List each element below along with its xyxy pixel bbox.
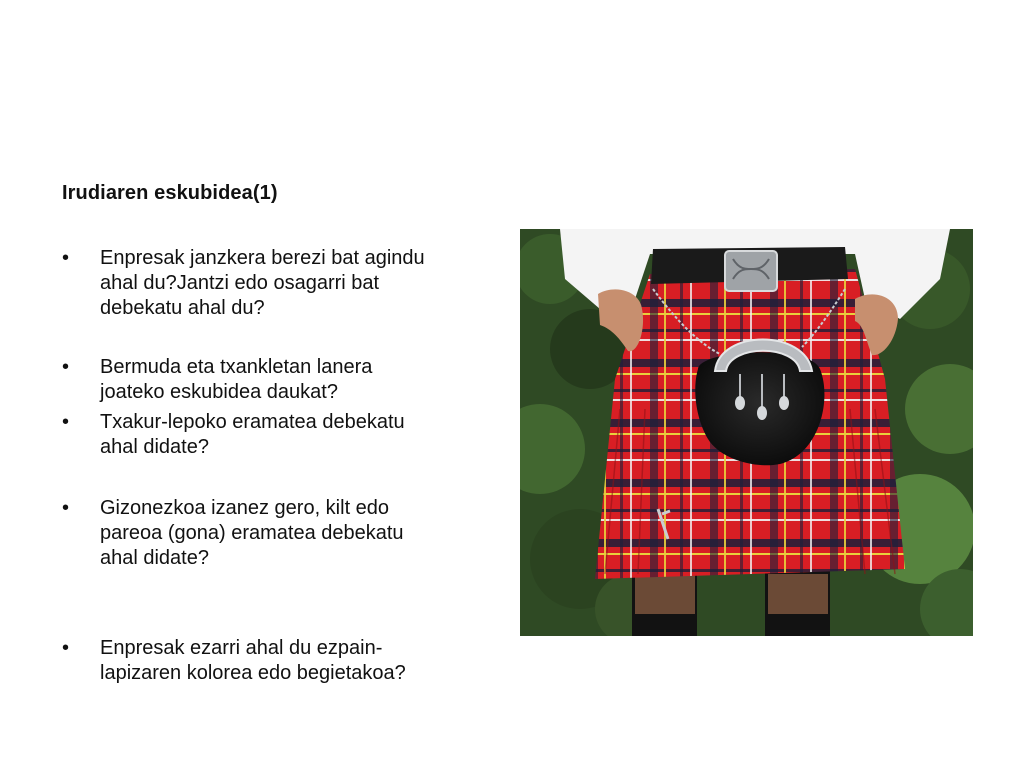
bullet-text: Enpresak janzkera berezi bat agindu ahal du?Jantzi edo osagarri bat debekatu ahal du? bbox=[100, 247, 425, 319]
bullet-text: Enpresak ezarri ahal du ezpain- lapizaren kolorea edo begietakoa? bbox=[100, 637, 406, 684]
belt-buckle bbox=[725, 251, 777, 291]
right-knee bbox=[768, 574, 828, 614]
slide-title: Irudiaren eskubidea(1) bbox=[62, 182, 278, 204]
bullet-text: Txakur-lepoko eramatea debekatu ahal didate? bbox=[100, 411, 405, 458]
bullet-item bbox=[62, 246, 502, 321]
bullet-dot: • bbox=[62, 411, 70, 433]
bullet-item bbox=[62, 636, 502, 686]
kilt-photo bbox=[520, 229, 973, 636]
bullet-text: Gizonezkoa izanez gero, kilt edo pareoa (gona) eramatea debekatu ahal didate? bbox=[100, 497, 404, 569]
bullet-dot: • bbox=[62, 247, 70, 269]
bullet-item bbox=[62, 355, 502, 405]
bullet-dot: • bbox=[62, 637, 70, 659]
bullet-item bbox=[62, 410, 502, 460]
bullet-item bbox=[62, 496, 502, 571]
left-knee bbox=[635, 574, 695, 614]
bullet-dot: • bbox=[62, 497, 70, 519]
bullet-dot: • bbox=[62, 356, 70, 378]
bullet-text: Bermuda eta txankletan lanera joateko eskubidea daukat? bbox=[100, 356, 373, 403]
